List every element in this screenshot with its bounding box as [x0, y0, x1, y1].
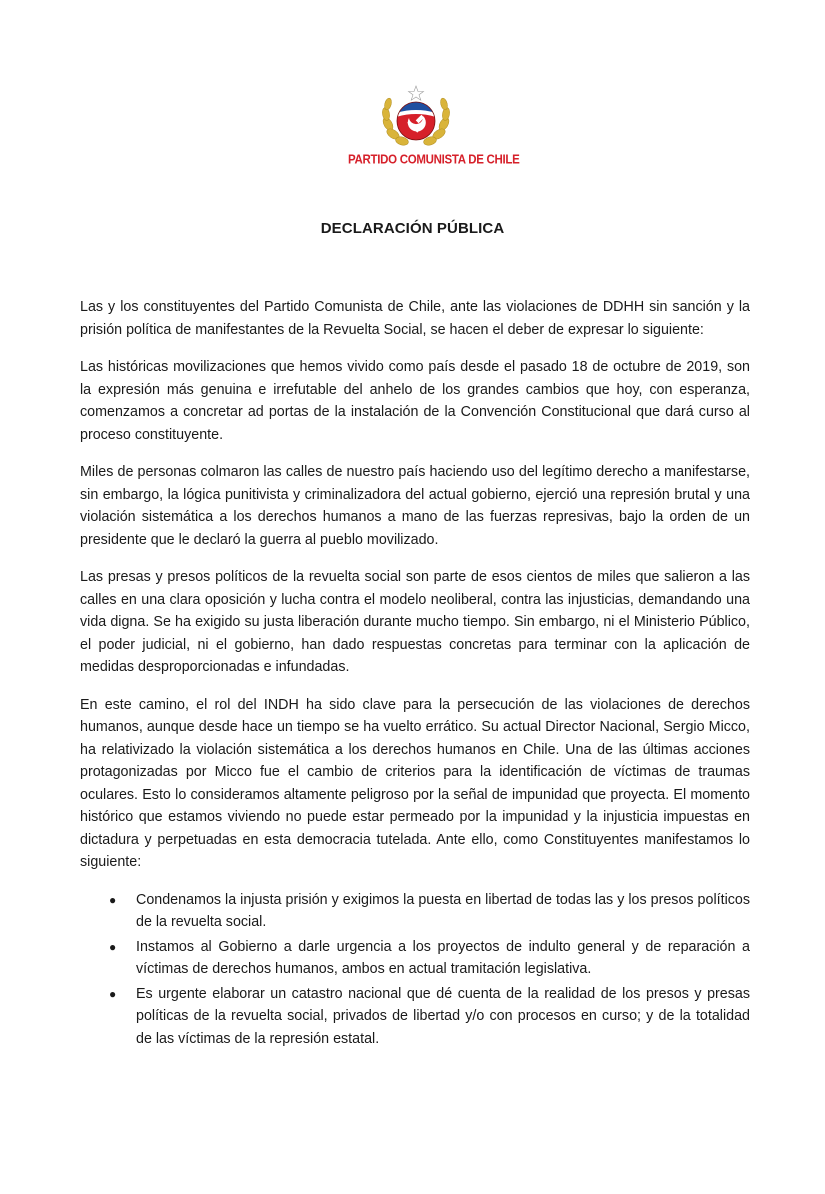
party-logo — [348, 84, 520, 174]
paragraph: Las presas y presos políticos de la revuelta social son parte de esos cientos de miles que salieron a las calles en una clara oposición y lucha contra el modelo neoliberal, contra las injusticias, demandando una vida digna. Se ha exigido su justa liberación durante mucho tiempo. Sin embargo, ni el Ministerio Público, el poder judicial, ni el gobierno, han dado respuestas concretas para terminar con la aplicación de medidas desproporcionadas e infundadas. — [80, 569, 750, 675]
party-name: PARTIDO COMUNISTA DE CHILE — [348, 153, 520, 167]
bullet-icon: ● — [109, 892, 117, 907]
list-item-text: Instamos al Gobierno a darle urgencia a los proyectos de indulto general y de reparación a víctimas de derechos humanos, ambos en actual tramitación legislativa. — [136, 938, 750, 977]
bullet-icon: ● — [109, 939, 117, 954]
document-body — [80, 296, 750, 1052]
list-item-text: Es urgente elaborar un catastro nacional que dé cuenta de la realidad de los presos y presas políticas de la revuelta social, privados de libertad y/o con procesos en curso; y de la totalidad de las víctimas de la represión estatal. — [136, 985, 750, 1047]
paragraph: Las históricas movilizaciones que hemos vivido como país desde el pasado 18 de octubre de 2019, son la expresión más genuina e irrefutable del anhelo de los grandes cambios que hoy, con esperanza, comenzamos a concretar ad portas de la instalación de la Convención Constitucional que dará curso al proceso constituyente. — [80, 359, 750, 443]
paragraph: Las y los constituyentes del Partido Comunista de Chile, ante las violaciones de DDHH sin sanción y la prisión política de manifestantes de la Revuelta Social, se hacen el deber de expresar lo siguiente: — [80, 299, 750, 338]
paragraph: En este camino, el rol del INDH ha sido clave para la persecución de las violaciones de derechos humanos, aunque desde hace un tiempo se ha vuelto errático. Su actual Director Nacional, Sergio Micco, ha relativizado la violación sistemática a los derechos humanos en Chile. Una de las últimas acciones protagonizadas por Micco fue el cambio de criterios para la identificación de víctimas de traumas oculares. Esto lo consideramos altamente peligroso por la señal de impunidad que proyecta. El momento histórico que estamos viviendo no puede estar permeado por la impunidad y la injusticia impuestas en dictadura y perpetuadas en esta democracia tutelada. Ante ello, como Constituyentes manifestamos lo siguiente: — [80, 696, 750, 870]
hammer-sickle-star-emblem-icon — [378, 84, 454, 150]
document-title: DECLARACIÓN PÚBLICA — [320, 220, 505, 237]
list-item — [80, 889, 750, 934]
list-item — [80, 983, 750, 1051]
list-item — [80, 936, 750, 981]
demands-list — [80, 889, 750, 1051]
paragraph: Miles de personas colmaron las calles de nuestro país haciendo uso del legítimo derecho a manifestarse, sin embargo, la lógica punitivista y criminalizadora del actual gobierno, ejerció una represión brutal y una violación sistemática a los derechos humanos a mano de las fuerzas represivas, bajo la orden de un presidente que le declaró la guerra al pueblo movilizado. — [80, 464, 750, 548]
list-item-text: Condenamos la injusta prisión y exigimos la puesta en libertad de todas las y los presos políticos de la revuelta social. — [136, 891, 750, 930]
bullet-icon: ● — [109, 986, 117, 1001]
